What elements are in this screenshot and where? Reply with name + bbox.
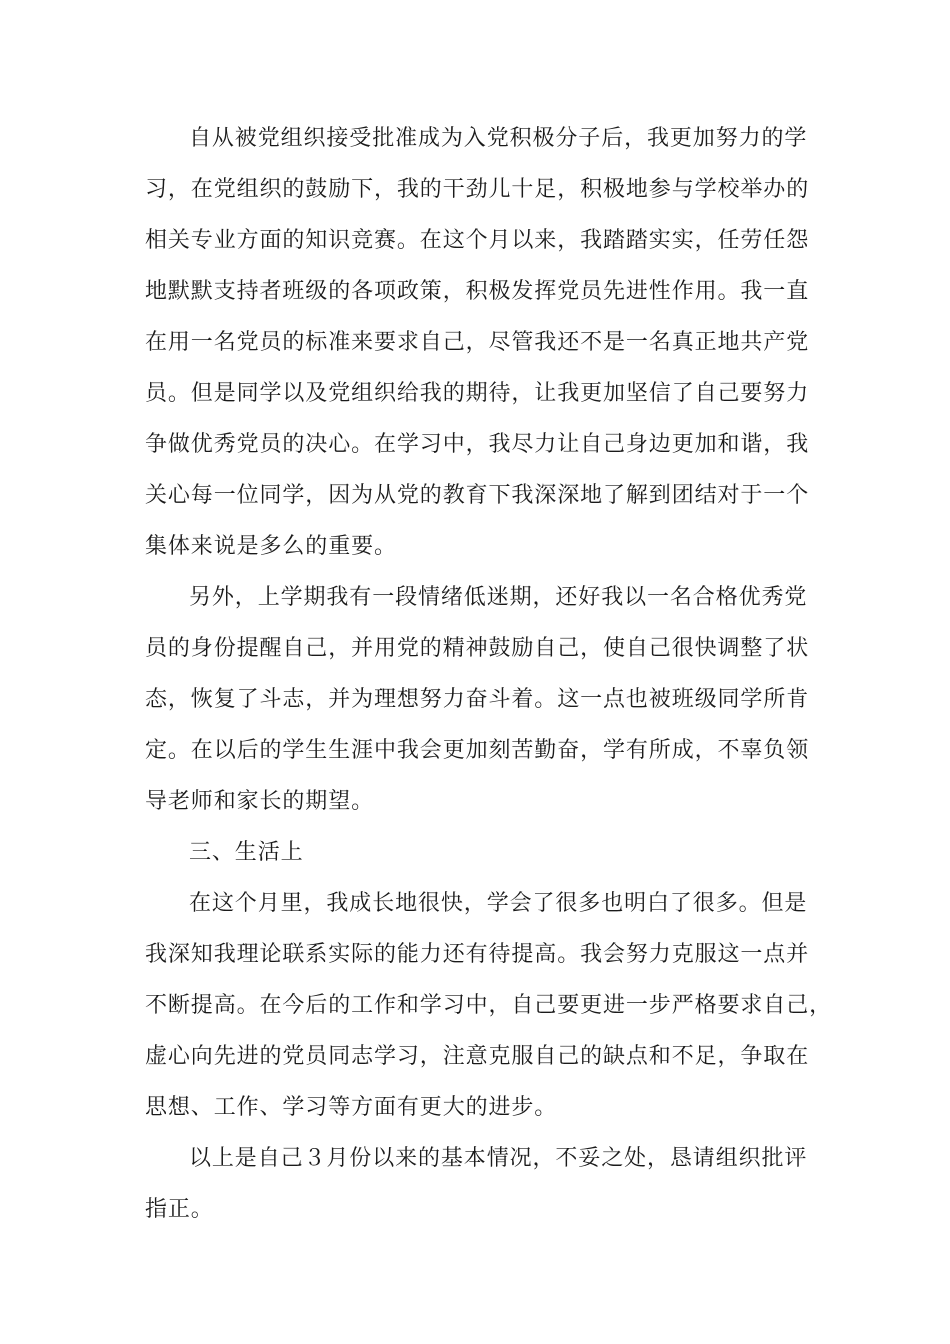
- text-line: 不断提高。在今后的工作和学习中，自己要更进一步严格要求自己，: [145, 993, 833, 1018]
- text-line: 以上是自己３月份以来的基本情况，不妥之处，恳请组织批评: [189, 1146, 808, 1171]
- text-line: 态，恢复了斗志，并为理想努力奋斗着。这一点也被班级同学所肯: [145, 687, 810, 712]
- text-line: 在这个月里，我成长地很快，学会了很多也明白了很多。但是: [189, 891, 808, 916]
- text-line: 思想、工作、学习等方面有更大的进步。: [145, 1095, 558, 1120]
- text-line: 在用一名党员的标准来要求自己，尽管我还不是一名真正地共产党: [145, 330, 810, 355]
- text-line: 地默默支持者班级的各项政策，积极发挥党员先进性作用。我一直: [145, 279, 810, 304]
- text-line: 相关专业方面的知识竞赛。在这个月以来，我踏踏实实，任劳任怨: [145, 228, 810, 253]
- text-line: 定。在以后的学生生涯中我会更加刻苦勤奋，学有所成，不辜负领: [145, 738, 810, 763]
- section-heading-text: 三、生活上: [189, 840, 304, 865]
- text-line: 关心每一位同学，因为从党的教育下我深深地了解到团结对于一个: [145, 483, 810, 508]
- document-body: [145, 113, 845, 1235]
- text-line: 争做优秀党员的决心。在学习中，我尽力让自己身边更加和谐，我: [145, 432, 810, 457]
- paragraph-3: [145, 878, 845, 1133]
- text-line: 员的身份提醒自己，并用党的精神鼓励自己，使自己很快调整了状: [145, 636, 810, 661]
- section-heading: [145, 827, 845, 878]
- text-line: 我深知我理论联系实际的能力还有待提高。我会努力克服这一点并: [145, 942, 810, 967]
- text-line: 指正。: [145, 1197, 214, 1222]
- text-line: 虚心向先进的党员同志学习，注意克服自己的缺点和不足，争取在: [145, 1044, 810, 1069]
- paragraph-1: [145, 113, 845, 572]
- paragraph-2: [145, 572, 845, 827]
- text-line: 集体来说是多么的重要。: [145, 534, 397, 559]
- text-line: 另外，上学期我有一段情绪低迷期，还好我以一名合格优秀党: [189, 585, 808, 610]
- text-line: 导老师和家长的期望。: [145, 789, 375, 814]
- text-line: 员。但是同学以及党组织给我的期待，让我更加坚信了自己要努力: [145, 381, 810, 406]
- paragraph-4: [145, 1133, 845, 1235]
- text-line: 自从被党组织接受批准成为入党积极分子后，我更加努力的学: [189, 126, 808, 151]
- text-line: 习，在党组织的鼓励下，我的干劲儿十足，积极地参与学校举办的: [145, 177, 810, 202]
